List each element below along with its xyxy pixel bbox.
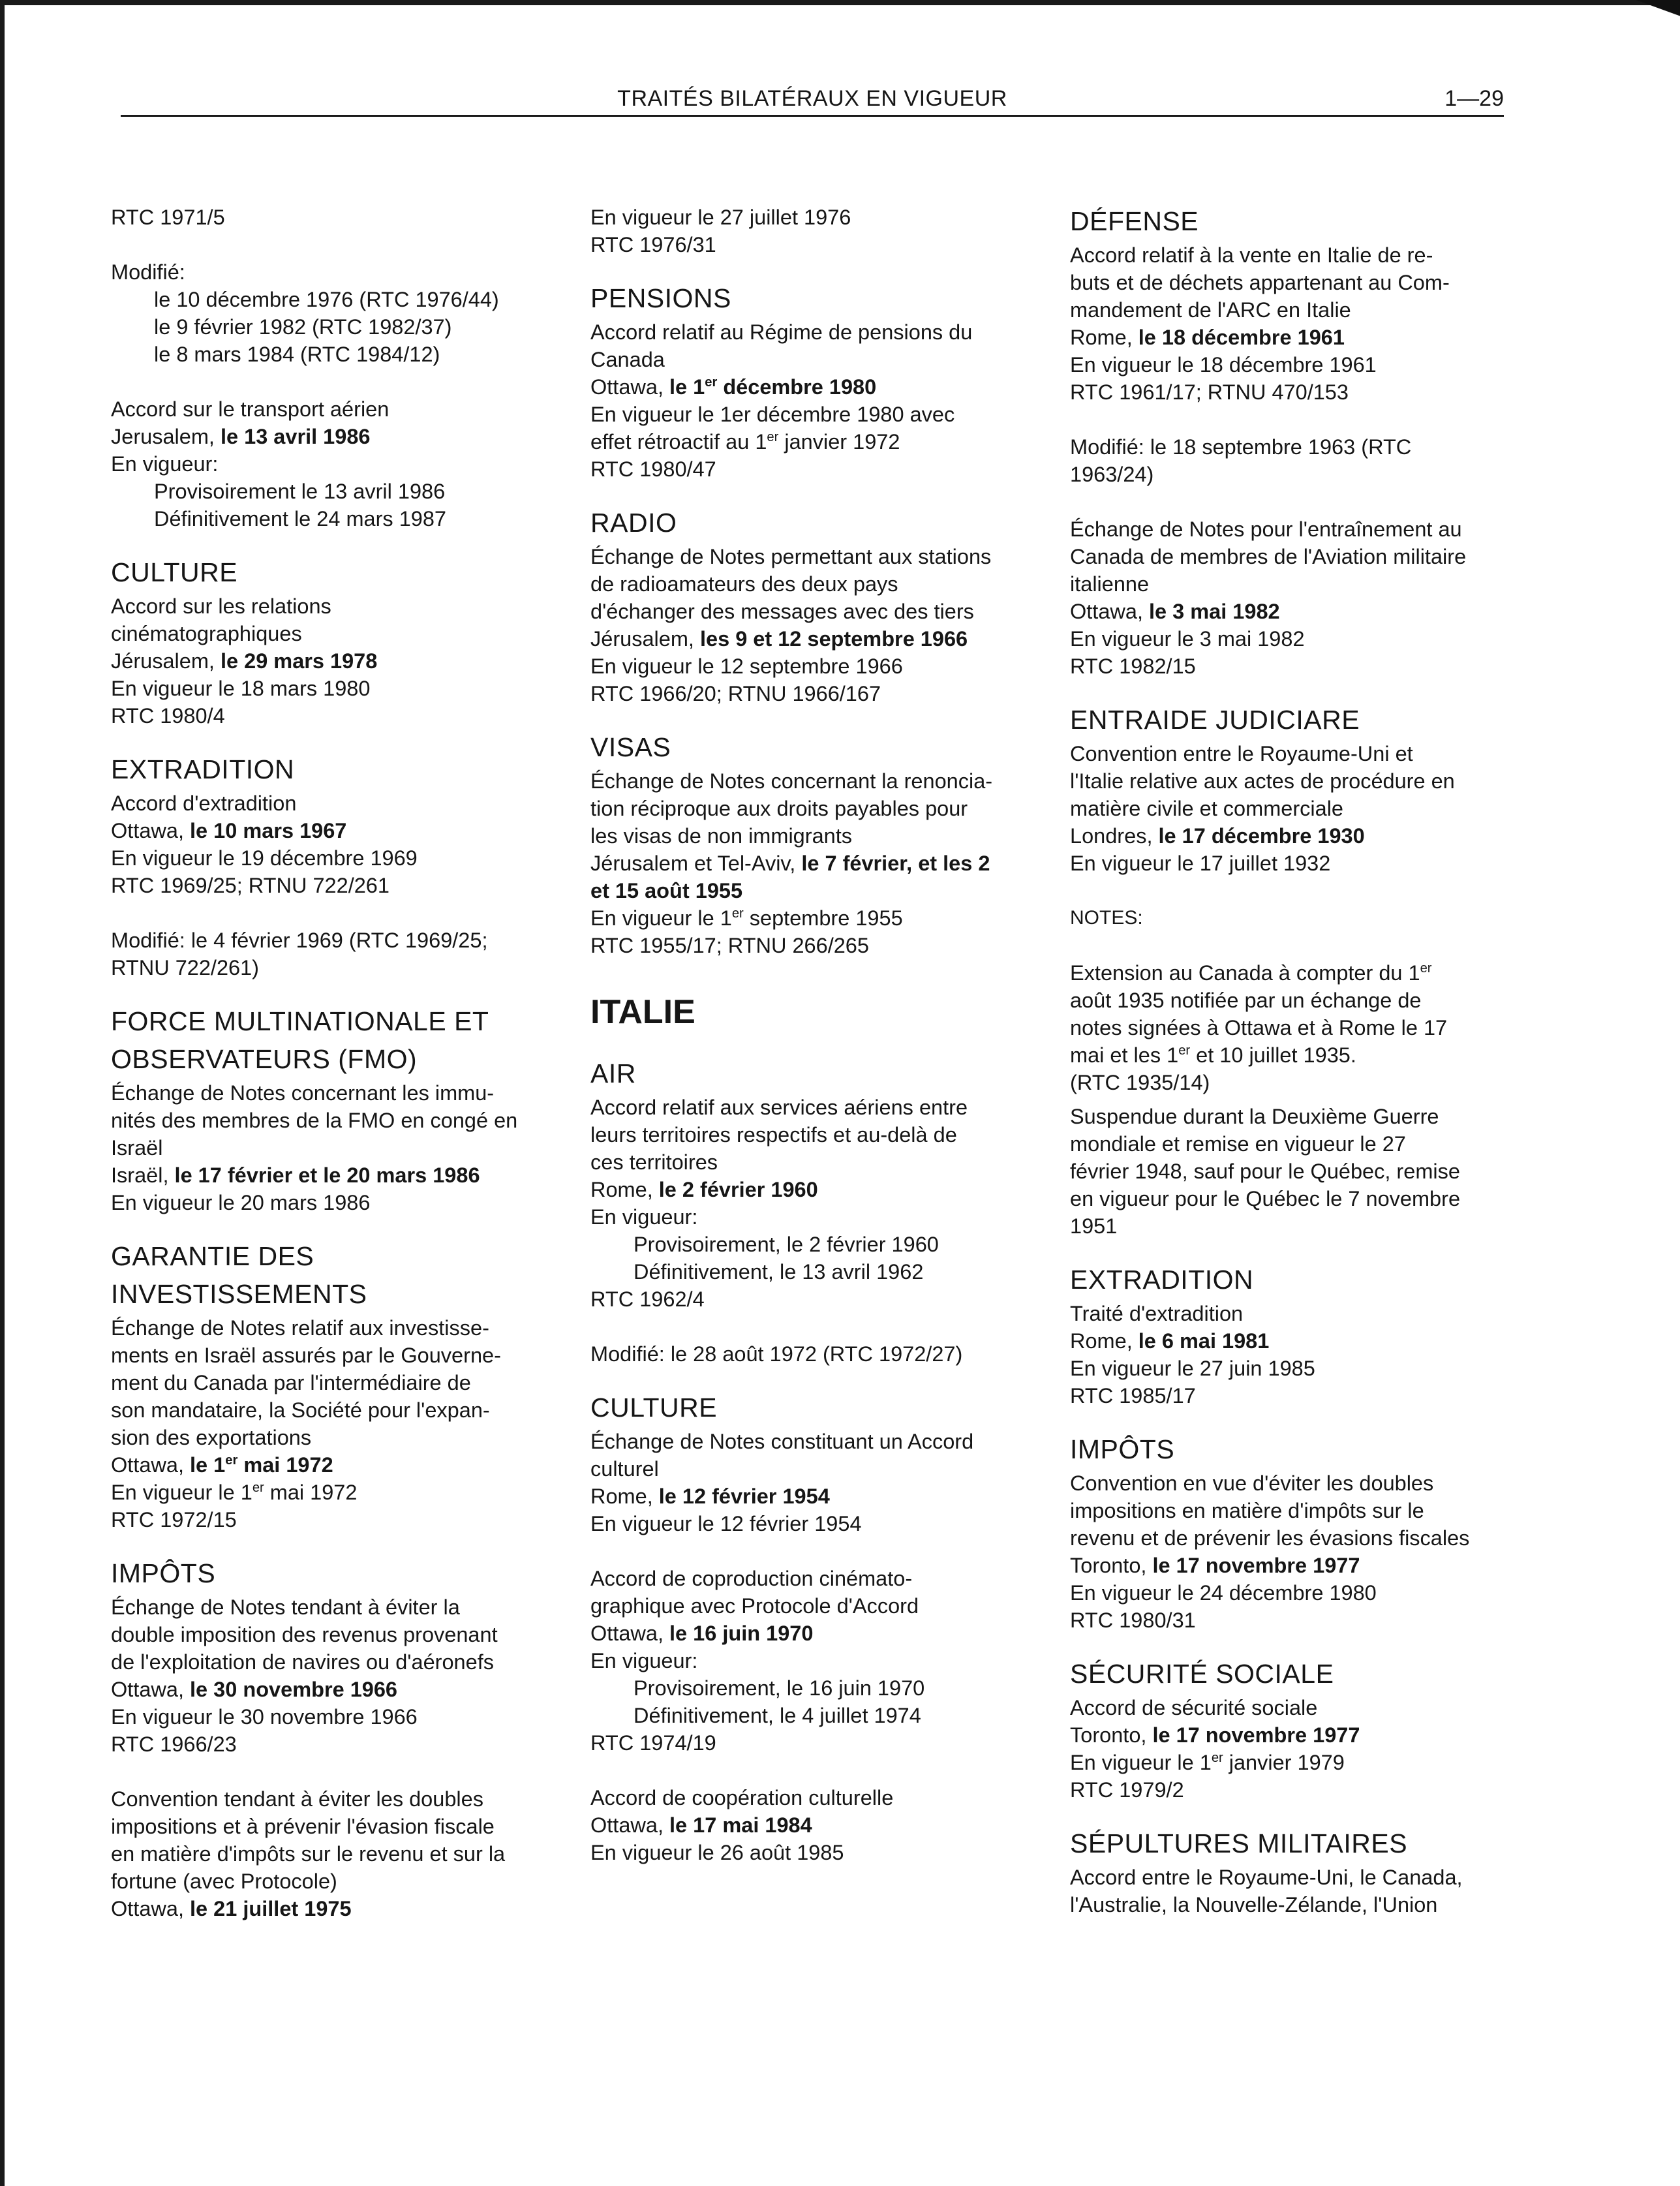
entry-line: Accord de sécurité sociale (1070, 1696, 1318, 1719)
signing-date: le 10 mars 1967 (190, 819, 347, 842)
entry-line: RTC 1980/47 (590, 457, 716, 481)
signing-date: les 9 et 12 septembre 1966 (699, 627, 968, 651)
entry-line: matière civile et commerciale (1070, 797, 1344, 820)
entry-line: En vigueur le 17 juillet 1932 (1070, 852, 1331, 875)
signing-place: Ottawa, (111, 1678, 191, 1701)
column-middle (590, 204, 1047, 1866)
signing-line (1070, 1721, 1527, 1749)
entry-line: RTC 1979/2 (1070, 1778, 1184, 1802)
signing-date: le 6 mai 1981 (1138, 1329, 1270, 1353)
entry-line: Provisoirement le 13 avril 1986 (154, 480, 446, 503)
entry-line: ces territoires (590, 1150, 718, 1174)
ordinal-suffix: er (1420, 961, 1432, 976)
entry-line: RTC 1971/5 (111, 206, 225, 229)
entry-line: Échange de Notes constituant un Accord (590, 1430, 974, 1453)
section-heading: GARANTIE DES (111, 1241, 314, 1271)
entry-text: Extension au Canada à compter du 1 (1070, 961, 1420, 985)
entry-line: RTC 1982/15 (1070, 654, 1196, 678)
signing-date: le 29 mars 1978 (220, 649, 378, 673)
entry-line: février 1948, sauf pour le Québec, remise (1070, 1160, 1460, 1183)
entry-line: notes signées à Ottawa et à Rome le 17 (1070, 1016, 1448, 1039)
section-heading: OBSERVATEURS (FMO) (111, 1044, 418, 1074)
entry-line: Convention entre le Royaume-Uni et (1070, 742, 1413, 765)
signing-date: le 17 novembre 1977 (1152, 1554, 1360, 1577)
signing-date: le 17 décembre 1930 (1158, 824, 1365, 848)
entry-line: mondiale et remise en vigueur le 27 (1070, 1132, 1406, 1156)
section-heading: AIR (590, 1058, 636, 1088)
section-heading: INVESTISSEMENTS (111, 1279, 367, 1309)
entry-line: Modifié: le 18 septembre 1963 (RTC (1070, 435, 1412, 459)
entry-text: En vigueur le 1 (1070, 1751, 1212, 1774)
signing-place: Ottawa, (1070, 600, 1150, 623)
entry-line: sion des exportations (111, 1426, 312, 1449)
signing-line (590, 373, 1047, 401)
entry-line: Accord relatif au Régime de pensions du (590, 320, 973, 344)
signing-date: le 17 février et le 20 mars 1986 (174, 1163, 480, 1187)
signing-date: le 21 juillet 1975 (190, 1897, 352, 1920)
entry-line: son mandataire, la Société pour l'expan- (111, 1398, 490, 1422)
signing-place: Ottawa, (111, 1897, 191, 1920)
entry-line: En vigueur le 18 décembre 1961 (1070, 353, 1377, 377)
ordinal-suffix: er (767, 430, 779, 445)
ordinal-suffix: er (1178, 1043, 1191, 1058)
entry-line: En vigueur: (590, 1205, 698, 1229)
signing-line (111, 1162, 568, 1189)
signing-line (590, 1811, 1047, 1839)
entry-line: Traité d'extradition (1070, 1302, 1244, 1325)
entry-line: RTC 1985/17 (1070, 1384, 1196, 1408)
entry-line: RTC 1962/4 (590, 1287, 705, 1311)
entry-line (1070, 959, 1527, 987)
entry-line: En vigueur le 20 mars 1986 (111, 1191, 371, 1214)
signing-date: le 17 novembre 1977 (1152, 1723, 1360, 1747)
ordinal-suffix: er (1211, 1751, 1223, 1766)
ordinal-suffix: er (705, 375, 718, 390)
entry-line: En vigueur le 3 mai 1982 (1070, 627, 1305, 651)
entry-text: janvier 1972 (778, 430, 900, 454)
signing-place: Rome, (590, 1178, 659, 1201)
entry-line: (RTC 1935/14) (1070, 1071, 1210, 1094)
signing-line (590, 625, 1047, 653)
signing-place: Jérusalem, (111, 649, 221, 673)
entry-line: double imposition des revenus provenant (111, 1623, 498, 1646)
signing-line (111, 1676, 568, 1703)
signing-date: et 15 août 1955 (590, 879, 743, 902)
signing-place: Jérusalem, (590, 627, 700, 651)
entry-line: Accord de coproduction cinémato- (590, 1567, 913, 1590)
entry-line: fortune (avec Protocole) (111, 1870, 337, 1893)
entry-line: RTC 1974/19 (590, 1731, 716, 1755)
entry-line: En vigueur le 12 septembre 1966 (590, 654, 903, 678)
entry-line (1070, 1041, 1527, 1069)
entry-line: culturel (590, 1457, 659, 1481)
section-heading: SÉCURITÉ SOCIALE (1070, 1659, 1334, 1689)
signing-line (1070, 324, 1527, 351)
entry-line: tion réciproque aux droits payables pour (590, 797, 968, 820)
entry-line: graphique avec Protocole d'Accord (590, 1594, 919, 1618)
entry-line: Échange de Notes relatif aux investisse- (111, 1316, 489, 1340)
entry-line: le 8 mars 1984 (RTC 1984/12) (154, 343, 440, 366)
entry-line: Accord entre le Royaume-Uni, le Canada, (1070, 1866, 1463, 1889)
entry-line: impositions en matière d'impôts sur le (1070, 1499, 1424, 1522)
signing-date: le 7 février, et les 2 (801, 852, 990, 875)
signing-line (1070, 598, 1527, 625)
country-heading: ITALIE (590, 993, 695, 1031)
signing-place: Ottawa, (111, 1453, 191, 1477)
signing-date-rest: mai 1972 (237, 1453, 333, 1477)
signing-place: Jérusalem et Tel-Aviv, (590, 852, 802, 875)
entry-line: leurs territoires respectifs et au-delà de (590, 1123, 957, 1147)
entry-line: En vigueur le 27 juin 1985 (1070, 1357, 1315, 1380)
entry-line: Échange de Notes pour l'entraînement au (1070, 517, 1462, 541)
entry-line: En vigueur: (590, 1649, 698, 1672)
entry-line: Accord de coopération culturelle (590, 1786, 894, 1809)
entry-line: Définitivement, le 13 avril 1962 (634, 1260, 924, 1284)
entry-line: RTC 1972/15 (111, 1508, 237, 1532)
section-heading: CULTURE (590, 1393, 718, 1423)
section-heading: EXTRADITION (1070, 1265, 1254, 1295)
entry-line: Modifié: (111, 260, 185, 284)
section-heading: SÉPULTURES MILITAIRES (1070, 1828, 1408, 1858)
signing-line (1070, 822, 1527, 850)
signing-place: Rome, (1070, 1329, 1138, 1353)
signing-place: Jerusalem, (111, 425, 221, 448)
entry-line: 1963/24) (1070, 463, 1154, 486)
entry-line: En vigueur le 26 août 1985 (590, 1841, 844, 1864)
entry-line: Définitivement le 24 mars 1987 (154, 507, 447, 531)
entry-line: RTC 1980/31 (1070, 1609, 1196, 1632)
entry-line: revenu et de prévenir les évasions fiscales (1070, 1526, 1470, 1550)
signing-date: le 1er (190, 1453, 238, 1477)
notes-label: NOTES: (1070, 907, 1143, 929)
signing-date: le 2 février 1960 (658, 1178, 818, 1201)
entry-line: RTC 1966/23 (111, 1732, 237, 1756)
entry-line: Canada (590, 348, 665, 371)
entry-line: En vigueur le 12 février 1954 (590, 1512, 862, 1535)
entry-text: janvier 1979 (1223, 1751, 1345, 1774)
entry-line: italienne (1070, 572, 1150, 596)
entry-line: En vigueur le 27 juillet 1976 (590, 206, 851, 229)
entry-line: Canada de membres de l'Aviation militaire (1070, 545, 1467, 568)
entry-line: en vigueur pour le Québec le 7 novembre (1070, 1187, 1461, 1210)
scan-edge-top (0, 0, 1680, 5)
signing-place: Rome, (590, 1485, 659, 1508)
signing-place: Ottawa, (111, 819, 191, 842)
entry-line: RTC 1969/25; RTNU 722/261 (111, 874, 389, 897)
section-heading: RADIO (590, 508, 677, 538)
section-heading: ENTRAIDE JUDICIARE (1070, 705, 1360, 735)
entry-line: Échange de Notes concernant les immu- (111, 1081, 495, 1105)
entry-line: Accord relatif aux services aériens entre (590, 1096, 968, 1119)
section-heading: IMPÔTS (111, 1558, 216, 1588)
entry-line: RTC 1976/31 (590, 233, 716, 256)
section-heading: DÉFENSE (1070, 206, 1199, 236)
entry-line: Échange de Notes concernant la renoncia- (590, 769, 993, 793)
entry-line: RTC 1955/17; RTNU 266/265 (590, 934, 869, 957)
signing-date: le 18 décembre 1961 (1138, 326, 1345, 349)
entry-line: l'Australie, la Nouvelle-Zélande, l'Union (1070, 1893, 1438, 1917)
entry-line: RTC 1961/17; RTNU 470/153 (1070, 380, 1349, 404)
entry-line: En vigueur: (111, 452, 219, 476)
signing-place: Toronto, (1070, 1554, 1153, 1577)
signing-date-rest: décembre 1980 (717, 375, 877, 399)
scan-corner (1628, 0, 1680, 26)
entry-line: Accord sur les relations (111, 594, 331, 618)
section-heading: FORCE MULTINATIONALE ET (111, 1006, 489, 1036)
entry-line: en matière d'impôts sur le revenu et sur la (111, 1842, 506, 1866)
entry-line (111, 1479, 568, 1506)
signing-place: Ottawa, (590, 375, 670, 399)
scan-edge-left (0, 0, 5, 2186)
entry-line: ment du Canada par l'intermédiaire de (111, 1371, 471, 1394)
signing-place: Londres, (1070, 824, 1159, 848)
signing-line (111, 817, 568, 844)
entry-line: buts et de déchets appartenant au Com- (1070, 271, 1450, 294)
signing-line (1070, 1552, 1527, 1579)
entry-line: En vigueur le 24 décembre 1980 (1070, 1581, 1377, 1605)
page-number: 1—29 (1444, 86, 1504, 111)
entry-text: En vigueur le 1 (111, 1481, 252, 1504)
signing-date: le 1er (669, 375, 718, 399)
column-right (1070, 204, 1527, 1918)
entry-line: Modifié: le 28 août 1972 (RTC 1972/27) (590, 1342, 963, 1366)
section-heading: CULTURE (111, 557, 238, 587)
entry-line: RTC 1966/20; RTNU 1966/167 (590, 682, 881, 705)
column-left (111, 204, 568, 1922)
signing-date: le 17 mai 1984 (669, 1813, 812, 1837)
entry-text: mai 1972 (264, 1481, 358, 1504)
entry-text: effet rétroactif au 1 (590, 430, 767, 454)
entry-line: Suspendue durant la Deuxième Guerre (1070, 1105, 1439, 1128)
signing-line (590, 850, 1047, 877)
entry-text: mai et les 1 (1070, 1043, 1179, 1067)
entry-line: Provisoirement, le 16 juin 1970 (634, 1676, 925, 1700)
entry-line: ments en Israël assurés par le Gouverne- (111, 1344, 501, 1367)
signing-line (590, 1483, 1047, 1510)
entry-line: Accord relatif à la vente en Italie de re- (1070, 243, 1433, 267)
entry-line: Modifié: le 4 février 1969 (RTC 1969/25; (111, 929, 488, 952)
entry-line: Provisoirement, le 2 février 1960 (634, 1233, 939, 1256)
entry-line: de l'exploitation de navires ou d'aéronefs (111, 1650, 494, 1674)
entry-line (1070, 1749, 1527, 1776)
entry-line: Définitivement, le 4 juillet 1974 (634, 1704, 921, 1727)
entry-line: de radioamateurs des deux pays (590, 572, 898, 596)
entry-line: d'échanger des messages avec des tiers (590, 600, 974, 623)
entry-line: le 10 décembre 1976 (RTC 1976/44) (154, 288, 499, 311)
entry-line: RTC 1980/4 (111, 704, 225, 728)
signing-place: Israël, (111, 1163, 175, 1187)
entry-line: En vigueur le 30 novembre 1966 (111, 1705, 418, 1729)
entry-line: Échange de Notes permettant aux stations (590, 545, 992, 568)
signing-date: le 30 novembre 1966 (190, 1678, 398, 1701)
signing-line (111, 1451, 568, 1479)
signing-date: le 3 mai 1982 (1149, 600, 1280, 623)
signing-place: Ottawa, (590, 1622, 670, 1645)
entry-text: En vigueur le 1 (590, 906, 732, 930)
signing-place: Toronto, (1070, 1723, 1153, 1747)
entry-line: les visas de non immigrants (590, 824, 852, 848)
ordinal-suffix: er (252, 1481, 264, 1496)
entry-line (590, 904, 1047, 932)
entry-line: 1951 (1070, 1214, 1118, 1238)
entry-line: cinématographiques (111, 622, 302, 645)
signing-date: le 13 avril 1986 (220, 425, 371, 448)
signing-date: le 12 février 1954 (658, 1485, 830, 1508)
running-title: TRAITÉS BILATÉRAUX EN VIGUEUR (617, 86, 1007, 111)
section-heading: VISAS (590, 732, 671, 762)
signing-line (111, 1895, 568, 1922)
ordinal-suffix: er (225, 1453, 238, 1468)
entry-line: mandement de l'ARC en Italie (1070, 298, 1351, 322)
page-header (121, 84, 1504, 117)
entry-line: Accord d'extradition (111, 792, 297, 815)
section-heading: EXTRADITION (111, 754, 295, 784)
entry-line: août 1935 notifiée par un échange de (1070, 989, 1422, 1012)
entry-line: En vigueur le 1er décembre 1980 avec (590, 403, 955, 426)
entry-line: nités des membres de la FMO en congé en (111, 1109, 518, 1132)
signing-place: Ottawa, (590, 1813, 670, 1837)
entry-line: Convention tendant à éviter les doubles (111, 1787, 483, 1811)
entry-line: Israël (111, 1136, 163, 1160)
signing-line (590, 1176, 1047, 1203)
entry-line: Convention en vue d'éviter les doubles (1070, 1471, 1434, 1495)
section-heading: PENSIONS (590, 283, 731, 313)
signing-date: le 16 juin 1970 (669, 1622, 814, 1645)
entry-text: et 10 juillet 1935. (1190, 1043, 1356, 1067)
entry-line: RTNU 722/261) (111, 956, 260, 979)
entry-text: septembre 1955 (743, 906, 903, 930)
signing-line (1070, 1327, 1527, 1355)
signing-place: Rome, (1070, 326, 1138, 349)
signing-line (111, 647, 568, 675)
entry-line: En vigueur le 18 mars 1980 (111, 677, 371, 700)
entry-line: le 9 février 1982 (RTC 1982/37) (154, 315, 452, 339)
entry-line: impositions et à prévenir l'évasion fiscale (111, 1815, 495, 1838)
signing-line (111, 423, 568, 450)
section-heading: IMPÔTS (1070, 1434, 1175, 1464)
entry-line: Échange de Notes tendant à éviter la (111, 1595, 460, 1619)
entry-line: En vigueur le 19 décembre 1969 (111, 846, 418, 870)
entry-line: Accord sur le transport aérien (111, 397, 389, 421)
entry-line: l'Italie relative aux actes de procédure en (1070, 769, 1455, 793)
signing-line (590, 1620, 1047, 1647)
entry-line (590, 428, 1047, 455)
ordinal-suffix: er (731, 906, 744, 921)
